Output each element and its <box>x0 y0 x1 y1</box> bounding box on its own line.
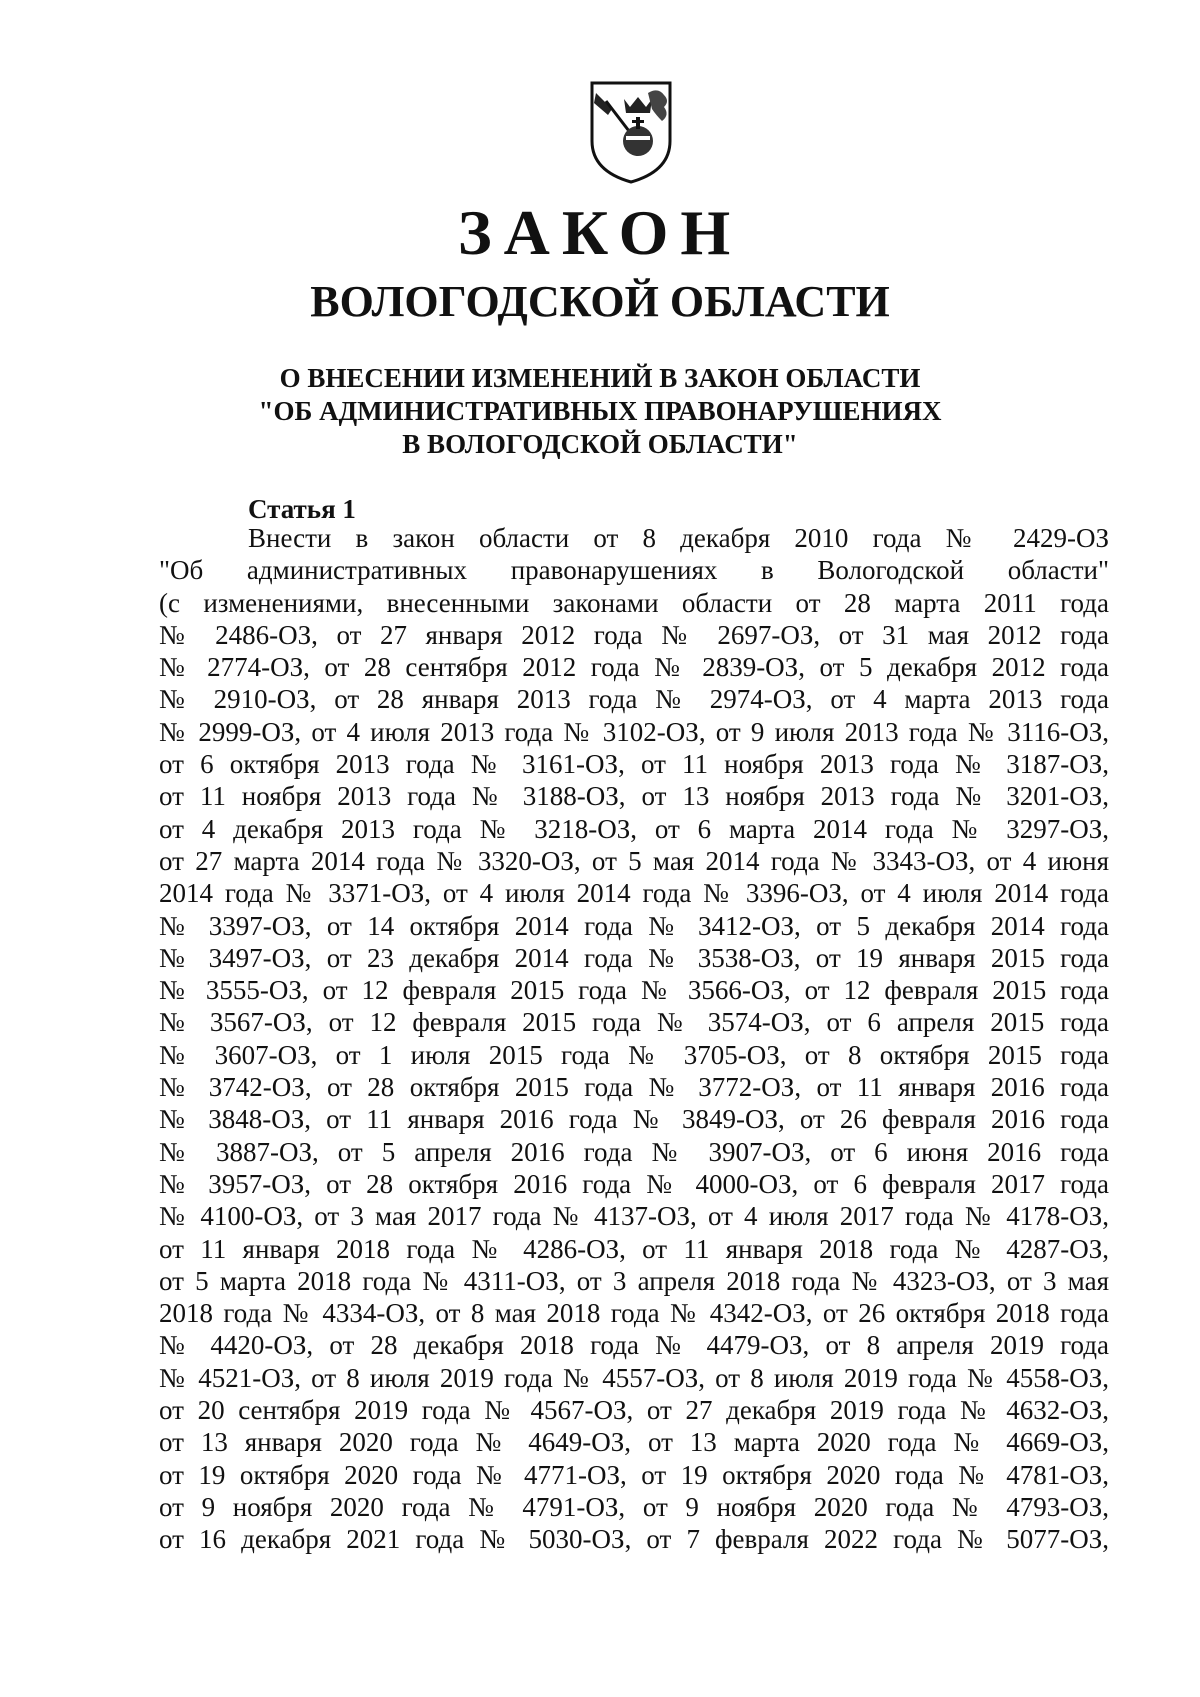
body-line: от 20 сентября 2019 года № 4567-ОЗ, от 27 декабря 2019 года № 4632-ОЗ, <box>159 1395 1109 1426</box>
law-subject <box>0 362 1200 461</box>
body-line: № 4521-ОЗ, от 8 июля 2019 года № 4557-ОЗ, от 8 июля 2019 года № 4558-ОЗ, <box>159 1362 1109 1393</box>
body-line: № 3742-ОЗ, от 28 октября 2015 года № 3772-ОЗ, от 11 января 2016 года <box>159 1072 1109 1103</box>
body-line: от 13 января 2020 года № 4649-ОЗ, от 13 марта 2020 года № 4669-ОЗ, <box>159 1427 1109 1458</box>
body-line: от 9 ноября 2020 года № 4791-ОЗ, от 9 ноября 2020 года № 4793-ОЗ, <box>159 1491 1109 1522</box>
body-line: № 2486-ОЗ, от 27 января 2012 года № 2697-ОЗ, от 31 мая 2012 года <box>159 619 1109 650</box>
subject-line: В ВОЛОГОДСКОЙ ОБЛАСТИ" <box>402 429 798 459</box>
body-line: от 4 декабря 2013 года № 3218-ОЗ, от 6 марта 2014 года № 3297-ОЗ, <box>159 813 1109 844</box>
body-line: от 6 октября 2013 года № 3161-ОЗ, от 11 ноября 2013 года № 3187-ОЗ, <box>159 749 1109 780</box>
subject-line: "ОБ АДМИНИСТРАТИВНЫХ ПРАВОНАРУШЕНИЯХ <box>258 396 942 426</box>
region-title: ВОЛОГОДСКОЙ ОБЛАСТИ <box>310 277 890 326</box>
body-line: от 11 января 2018 года № 4286-ОЗ, от 11 января 2018 года № 4287-ОЗ, <box>159 1233 1109 1264</box>
body-line: № 3397-ОЗ, от 14 октября 2014 года № 3412-ОЗ, от 5 декабря 2014 года <box>159 910 1109 941</box>
body-line: "Об административных правонарушениях в Вологодской области" <box>159 555 1109 586</box>
body-line: № 2910-ОЗ, от 28 января 2013 года № 2974-ОЗ, от 4 марта 2013 года <box>159 684 1109 715</box>
body-line: от 27 марта 2014 года № 3320-ОЗ, от 5 мая 2014 года № 3343-ОЗ, от 4 июня <box>159 845 1109 876</box>
body-line: Внести в закон области от 8 декабря 2010 года № 2429-ОЗ <box>248 523 1109 553</box>
body-line: от 5 марта 2018 года № 4311-ОЗ, от 3 апреля 2018 года № 4323-ОЗ, от 3 мая <box>159 1265 1109 1296</box>
body-line: (с изменениями, внесенными законами области от 28 марта 2011 года <box>159 587 1109 618</box>
law-title: ЗАКОН <box>457 197 743 268</box>
subject-line: О ВНЕСЕНИИ ИЗМЕНЕНИЙ В ЗАКОН ОБЛАСТИ <box>279 363 921 393</box>
body-line: № 3567-ОЗ, от 12 февраля 2015 года № 3574-ОЗ, от 6 апреля 2015 года <box>159 1007 1109 1038</box>
body-line: от 16 декабря 2021 года № 5030-ОЗ, от 7 февраля 2022 года № 5077-ОЗ, <box>159 1524 1109 1555</box>
body-line: № 3887-ОЗ, от 5 апреля 2016 года № 3907-ОЗ, от 6 июня 2016 года <box>159 1136 1109 1167</box>
body-line: № 3848-ОЗ, от 11 января 2016 года № 3849-ОЗ, от 26 февраля 2016 года <box>159 1104 1109 1135</box>
body-line: № 2774-ОЗ, от 28 сентября 2012 года № 2839-ОЗ, от 5 декабря 2012 года <box>159 652 1109 683</box>
body-line: № 2999-ОЗ, от 4 июля 2013 года № 3102-ОЗ, от 9 июля 2013 года № 3116-ОЗ, <box>159 716 1109 747</box>
body-line: № 3497-ОЗ, от 23 декабря 2014 года № 3538-ОЗ, от 19 января 2015 года <box>159 942 1109 973</box>
article-body <box>159 522 1109 1556</box>
article-heading: Статья 1 <box>248 494 356 524</box>
body-line: 2018 года № 4334-ОЗ, от 8 мая 2018 года № 4342-ОЗ, от 26 октября 2018 года <box>159 1298 1109 1329</box>
body-line: от 11 ноября 2013 года № 3188-ОЗ, от 13 ноября 2013 года № 3201-ОЗ, <box>159 781 1109 812</box>
coat-of-arms-icon <box>586 79 676 185</box>
body-line: от 19 октября 2020 года № 4771-ОЗ, от 19 октября 2020 года № 4781-ОЗ, <box>159 1459 1109 1490</box>
body-line: № 4420-ОЗ, от 28 декабря 2018 года № 4479-ОЗ, от 8 апреля 2019 года <box>159 1330 1109 1361</box>
body-line: № 4100-ОЗ, от 3 мая 2017 года № 4137-ОЗ, от 4 июля 2017 года № 4178-ОЗ, <box>159 1201 1109 1232</box>
body-line: № 3607-ОЗ, от 1 июля 2015 года № 3705-ОЗ, от 8 октября 2015 года <box>159 1039 1109 1070</box>
body-line: № 3555-ОЗ, от 12 февраля 2015 года № 3566-ОЗ, от 12 февраля 2015 года <box>159 975 1109 1006</box>
body-line: 2014 года № 3371-ОЗ, от 4 июля 2014 года № 3396-ОЗ, от 4 июля 2014 года <box>159 878 1109 909</box>
body-line: № 3957-ОЗ, от 28 октября 2016 года № 4000-ОЗ, от 6 февраля 2017 года <box>159 1168 1109 1199</box>
